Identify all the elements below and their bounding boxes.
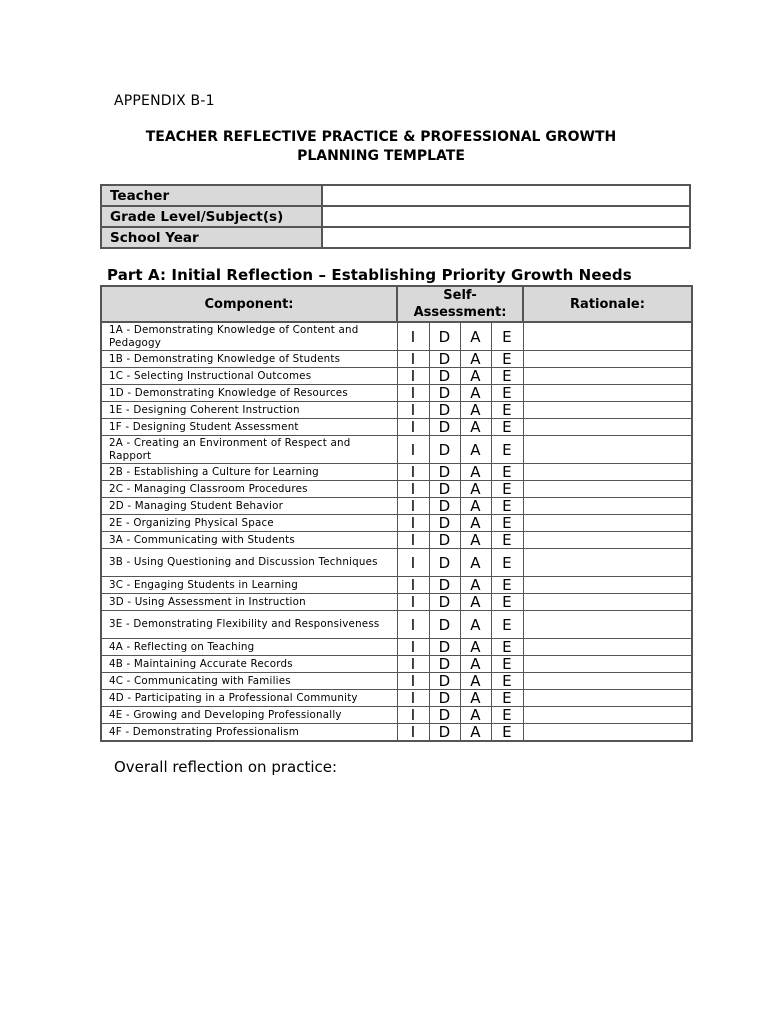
rationale-field[interactable] [523, 322, 692, 351]
info-row [101, 206, 690, 227]
rating-option[interactable]: A [460, 639, 491, 656]
component-name: 2E - Organizing Physical Space [101, 515, 397, 532]
rating-option[interactable]: D [429, 385, 460, 402]
rating-option[interactable]: E [491, 532, 523, 549]
rationale-field[interactable] [523, 724, 692, 742]
rationale-field[interactable] [523, 549, 692, 577]
rating-option[interactable]: E [491, 322, 523, 351]
rationale-field[interactable] [523, 673, 692, 690]
component-row [101, 532, 692, 549]
rating-option[interactable]: D [429, 577, 460, 594]
component-name: 4D - Participating in a Professional Community [101, 690, 397, 707]
component-header: Component: [101, 286, 397, 322]
rating-option[interactable]: D [429, 639, 460, 656]
rating-option[interactable]: E [491, 724, 523, 742]
rating-option[interactable]: I [397, 498, 429, 515]
rating-option[interactable]: I [397, 351, 429, 368]
rating-option[interactable]: A [460, 322, 491, 351]
rating-option[interactable]: A [460, 549, 491, 577]
info-value-field[interactable] [322, 227, 690, 248]
rating-option[interactable]: D [429, 656, 460, 673]
rating-option[interactable]: I [397, 656, 429, 673]
rating-option[interactable]: I [397, 594, 429, 611]
info-label: Grade Level/Subject(s) [101, 206, 322, 227]
rationale-field[interactable] [523, 611, 692, 639]
rating-option[interactable]: E [491, 673, 523, 690]
rating-option[interactable]: D [429, 532, 460, 549]
component-name: 4E - Growing and Developing Professionally [101, 707, 397, 724]
component-name: 1B - Demonstrating Knowledge of Students [101, 351, 397, 368]
component-name: 1F - Designing Student Assessment [101, 419, 397, 436]
title-line-1: TEACHER REFLECTIVE PRACTICE & PROFESSIONAL GROWTH [145, 129, 617, 145]
component-row [101, 515, 692, 532]
rating-option[interactable]: I [397, 673, 429, 690]
component-row [101, 419, 692, 436]
rating-option[interactable]: I [397, 515, 429, 532]
component-row [101, 656, 692, 673]
component-row [101, 594, 692, 611]
component-name: 2C - Managing Classroom Procedures [101, 481, 397, 498]
rating-option[interactable]: A [460, 368, 491, 385]
part-a-heading: Part A: Initial Reflection – Establishing Priority Growth Needs [107, 266, 632, 284]
component-row [101, 322, 692, 351]
rating-option[interactable]: I [397, 464, 429, 481]
rationale-field[interactable] [523, 532, 692, 549]
rating-option[interactable]: A [460, 436, 491, 464]
component-row [101, 639, 692, 656]
rating-option[interactable]: D [429, 549, 460, 577]
rating-option[interactable]: D [429, 402, 460, 419]
rating-option[interactable]: A [460, 515, 491, 532]
rating-option[interactable]: D [429, 322, 460, 351]
info-row [101, 185, 690, 206]
rating-option[interactable]: E [491, 402, 523, 419]
rationale-field[interactable] [523, 498, 692, 515]
rating-option[interactable]: A [460, 577, 491, 594]
rating-option[interactable]: E [491, 690, 523, 707]
rating-option[interactable]: D [429, 515, 460, 532]
rating-option[interactable]: A [460, 594, 491, 611]
component-row [101, 481, 692, 498]
rating-option[interactable]: D [429, 673, 460, 690]
rationale-field[interactable] [523, 481, 692, 498]
rationale-field[interactable] [523, 464, 692, 481]
component-row [101, 673, 692, 690]
rating-option[interactable]: E [491, 515, 523, 532]
rating-option[interactable]: E [491, 481, 523, 498]
rating-option[interactable]: A [460, 402, 491, 419]
rating-option[interactable]: I [397, 707, 429, 724]
rationale-field[interactable] [523, 690, 692, 707]
component-row [101, 351, 692, 368]
rating-option[interactable]: I [397, 385, 429, 402]
appendix-label: APPENDIX B-1 [114, 93, 215, 109]
rating-option[interactable]: A [460, 724, 491, 742]
rating-option[interactable]: I [397, 436, 429, 464]
rating-option[interactable]: D [429, 464, 460, 481]
rating-option[interactable]: D [429, 690, 460, 707]
component-row [101, 690, 692, 707]
overall-reflection-label: Overall reflection on practice: [114, 758, 338, 776]
rating-option[interactable]: E [491, 436, 523, 464]
info-value-field[interactable] [322, 185, 690, 206]
component-name: 2D - Managing Student Behavior [101, 498, 397, 515]
component-name: 3A - Communicating with Students [101, 532, 397, 549]
rating-option[interactable]: I [397, 611, 429, 639]
component-name: 4F - Demonstrating Professionalism [101, 724, 397, 742]
rating-option[interactable]: A [460, 464, 491, 481]
title-line-2: PLANNING TEMPLATE [297, 148, 465, 164]
rationale-field[interactable] [523, 639, 692, 656]
rating-option[interactable]: I [397, 419, 429, 436]
rating-option[interactable]: A [460, 385, 491, 402]
component-row [101, 611, 692, 639]
rating-option[interactable]: D [429, 481, 460, 498]
component-name: 2A - Creating an Environment of Respect and Rapport [101, 436, 397, 464]
rating-option[interactable]: A [460, 351, 491, 368]
component-name: 4A - Reflecting on Teaching [101, 639, 397, 656]
info-label: School Year [101, 227, 322, 248]
component-name: 3B - Using Questioning and Discussion Techniques [101, 549, 397, 577]
rating-option[interactable]: E [491, 656, 523, 673]
page-title [100, 128, 662, 166]
rating-option[interactable]: I [397, 724, 429, 742]
rating-option[interactable]: D [429, 498, 460, 515]
rationale-field[interactable] [523, 577, 692, 594]
rating-option[interactable]: I [397, 639, 429, 656]
rating-option[interactable]: E [491, 549, 523, 577]
rating-option[interactable]: I [397, 549, 429, 577]
rating-option[interactable]: E [491, 577, 523, 594]
rating-option[interactable]: I [397, 577, 429, 594]
rating-option[interactable]: E [491, 707, 523, 724]
component-name: 4B - Maintaining Accurate Records [101, 656, 397, 673]
component-name: 3E - Demonstrating Flexibility and Responsiveness [101, 611, 397, 639]
self-assessment-header-line1: Self- [443, 288, 477, 303]
rating-option[interactable]: A [460, 498, 491, 515]
rating-option[interactable]: D [429, 611, 460, 639]
rating-option[interactable]: I [397, 481, 429, 498]
info-value-field[interactable] [322, 206, 690, 227]
rating-option[interactable]: E [491, 498, 523, 515]
rating-option[interactable]: D [429, 351, 460, 368]
rating-option[interactable]: A [460, 656, 491, 673]
rating-option[interactable]: A [460, 481, 491, 498]
component-row [101, 724, 692, 742]
rationale-field[interactable] [523, 707, 692, 724]
rating-option[interactable]: A [460, 419, 491, 436]
component-name: 2B - Establishing a Culture for Learning [101, 464, 397, 481]
component-row [101, 577, 692, 594]
component-row [101, 436, 692, 464]
component-name: 3D - Using Assessment in Instruction [101, 594, 397, 611]
component-row [101, 707, 692, 724]
rating-option[interactable]: I [397, 690, 429, 707]
rationale-field[interactable] [523, 385, 692, 402]
rating-option[interactable]: A [460, 673, 491, 690]
component-row [101, 368, 692, 385]
rationale-field[interactable] [523, 515, 692, 532]
info-row [101, 227, 690, 248]
info-label: Teacher [101, 185, 322, 206]
teacher-info-table [100, 184, 691, 249]
self-assessment-header [397, 286, 523, 322]
rationale-field[interactable] [523, 419, 692, 436]
rating-option[interactable]: A [460, 690, 491, 707]
rating-option[interactable]: D [429, 419, 460, 436]
rating-option[interactable]: I [397, 532, 429, 549]
rating-option[interactable]: A [460, 707, 491, 724]
rating-option[interactable]: E [491, 419, 523, 436]
component-name: 1A - Demonstrating Knowledge of Content and Pedagogy [101, 322, 397, 351]
rating-option[interactable]: E [491, 611, 523, 639]
component-row [101, 464, 692, 481]
rating-option[interactable]: E [491, 351, 523, 368]
rationale-header: Rationale: [523, 286, 692, 322]
self-assessment-header-line2: Assessment: [413, 305, 507, 320]
component-row [101, 498, 692, 515]
component-name: 1D - Demonstrating Knowledge of Resources [101, 385, 397, 402]
rating-option[interactable]: I [397, 402, 429, 419]
rating-option[interactable]: I [397, 322, 429, 351]
rating-option[interactable]: D [429, 707, 460, 724]
rationale-field[interactable] [523, 594, 692, 611]
rationale-field[interactable] [523, 436, 692, 464]
rating-option[interactable]: E [491, 594, 523, 611]
component-row [101, 549, 692, 577]
component-table [100, 285, 693, 742]
rating-option[interactable]: A [460, 532, 491, 549]
rationale-field[interactable] [523, 402, 692, 419]
component-name: 1C - Selecting Instructional Outcomes [101, 368, 397, 385]
rating-option[interactable]: D [429, 594, 460, 611]
rating-option[interactable]: A [460, 611, 491, 639]
rating-option[interactable]: E [491, 385, 523, 402]
rating-option[interactable]: E [491, 368, 523, 385]
rating-option[interactable]: I [397, 368, 429, 385]
component-name: 4C - Communicating with Families [101, 673, 397, 690]
component-row [101, 402, 692, 419]
rationale-field[interactable] [523, 368, 692, 385]
component-row [101, 385, 692, 402]
component-name: 1E - Designing Coherent Instruction [101, 402, 397, 419]
rationale-field[interactable] [523, 656, 692, 673]
rating-option[interactable]: E [491, 464, 523, 481]
rating-option[interactable]: D [429, 724, 460, 742]
rationale-field[interactable] [523, 351, 692, 368]
component-name: 3C - Engaging Students in Learning [101, 577, 397, 594]
rating-option[interactable]: D [429, 436, 460, 464]
rating-option[interactable]: E [491, 639, 523, 656]
rating-option[interactable]: D [429, 368, 460, 385]
